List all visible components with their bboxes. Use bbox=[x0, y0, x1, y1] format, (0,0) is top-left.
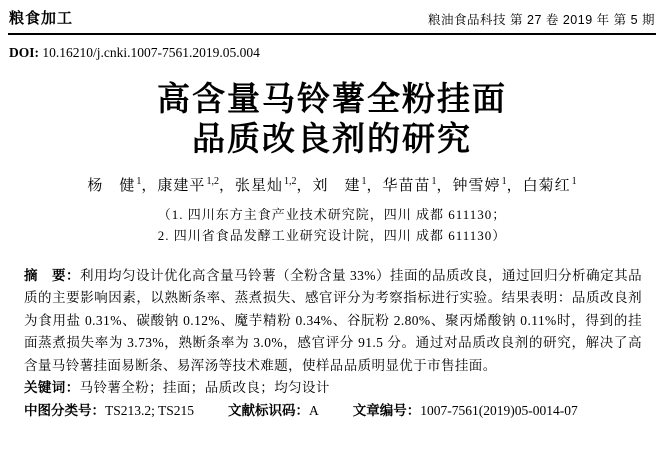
doc-code-value: A bbox=[309, 403, 319, 419]
keywords-text: 马铃薯全粉；挂面；品质改良；均匀设计 bbox=[79, 380, 330, 396]
article-meta bbox=[24, 400, 642, 422]
clc-label: 中图分类号： bbox=[24, 403, 105, 419]
article-id-value: 1007-7561(2019)05-0014-07 bbox=[420, 403, 578, 419]
author-separator: ， bbox=[436, 178, 453, 194]
author-separator: ， bbox=[218, 178, 235, 194]
clc-value: TS213.2; TS215 bbox=[105, 403, 195, 419]
abstract bbox=[24, 265, 642, 377]
author-separator: ， bbox=[506, 178, 523, 194]
author-separator: ， bbox=[296, 178, 313, 194]
author-separator: ， bbox=[366, 178, 383, 194]
journal-issue-info: 粮油食品科技 第 27 卷 2019 年 第 5 期 bbox=[428, 13, 655, 27]
author: 杨 健$^1$ bbox=[87, 176, 142, 194]
author-list bbox=[0, 174, 664, 195]
doc-code-label: 文献标识码： bbox=[228, 403, 310, 419]
affiliation-line2: 2. 四川省食品发酵工业研究设计院，四川 成都 611130） bbox=[157, 228, 507, 243]
article-title-line1: 高含量马铃薯全粉挂面 bbox=[157, 80, 507, 117]
clc-number bbox=[24, 400, 194, 422]
author-separator: ， bbox=[141, 178, 158, 194]
abstract-label: 摘 要： bbox=[24, 268, 81, 283]
doi-label: DOI: bbox=[9, 45, 39, 60]
author: 钟雪婷$^1$ bbox=[452, 176, 507, 194]
abstract-text: 利用均匀设计优化高含量马铃薯（全粉含量 33%）挂面的品质改良，通过回归分析确定其品质的主要影响因素，以熟断条率、蒸煮损失、感官评分为考察指标进行实验。结果表明：品质改良剂为食用盐 0.31%、碳酸钠 0.12%、魔芋精粉 0.34%、谷朊粉 2.80%、聚丙烯酸钠 0.11%时，得到的挂面蒸煮损失率为 3.73%，熟断条率为 3.0%，感官评分 91.5 分。通过对品质改良剂的研究，解决了高含量马铃薯挂面易断条、易浑汤等技术难题，使样品品质明显优于市售挂面。 bbox=[24, 268, 642, 373]
article-id-label: 文章编号： bbox=[352, 403, 421, 419]
author: 白菊红$^1$ bbox=[522, 176, 577, 194]
author: 康建平$^{1,2}$ bbox=[157, 176, 219, 194]
author: 刘 建$^1$ bbox=[312, 176, 367, 194]
affiliations bbox=[0, 204, 664, 246]
keywords-label: 关键词： bbox=[24, 380, 80, 396]
column-label: 粮食加工 bbox=[9, 10, 74, 27]
affiliation-line1: （1. 四川东方主食产业技术研究院，四川 成都 611130； bbox=[157, 207, 507, 222]
document-code bbox=[228, 400, 319, 422]
doi-value: 10.16210/j.cnki.1007-7561.2019.05.004 bbox=[42, 45, 260, 60]
author: 华苗苗$^1$ bbox=[382, 176, 437, 194]
author: 张星灿$^{1,2}$ bbox=[234, 176, 297, 194]
article-id bbox=[353, 400, 578, 422]
keywords bbox=[24, 377, 642, 399]
doi-line bbox=[9, 45, 655, 61]
article-title-line2: 品质改良剂的研究 bbox=[192, 120, 472, 157]
article-title bbox=[0, 79, 664, 159]
page-header bbox=[8, 0, 656, 35]
